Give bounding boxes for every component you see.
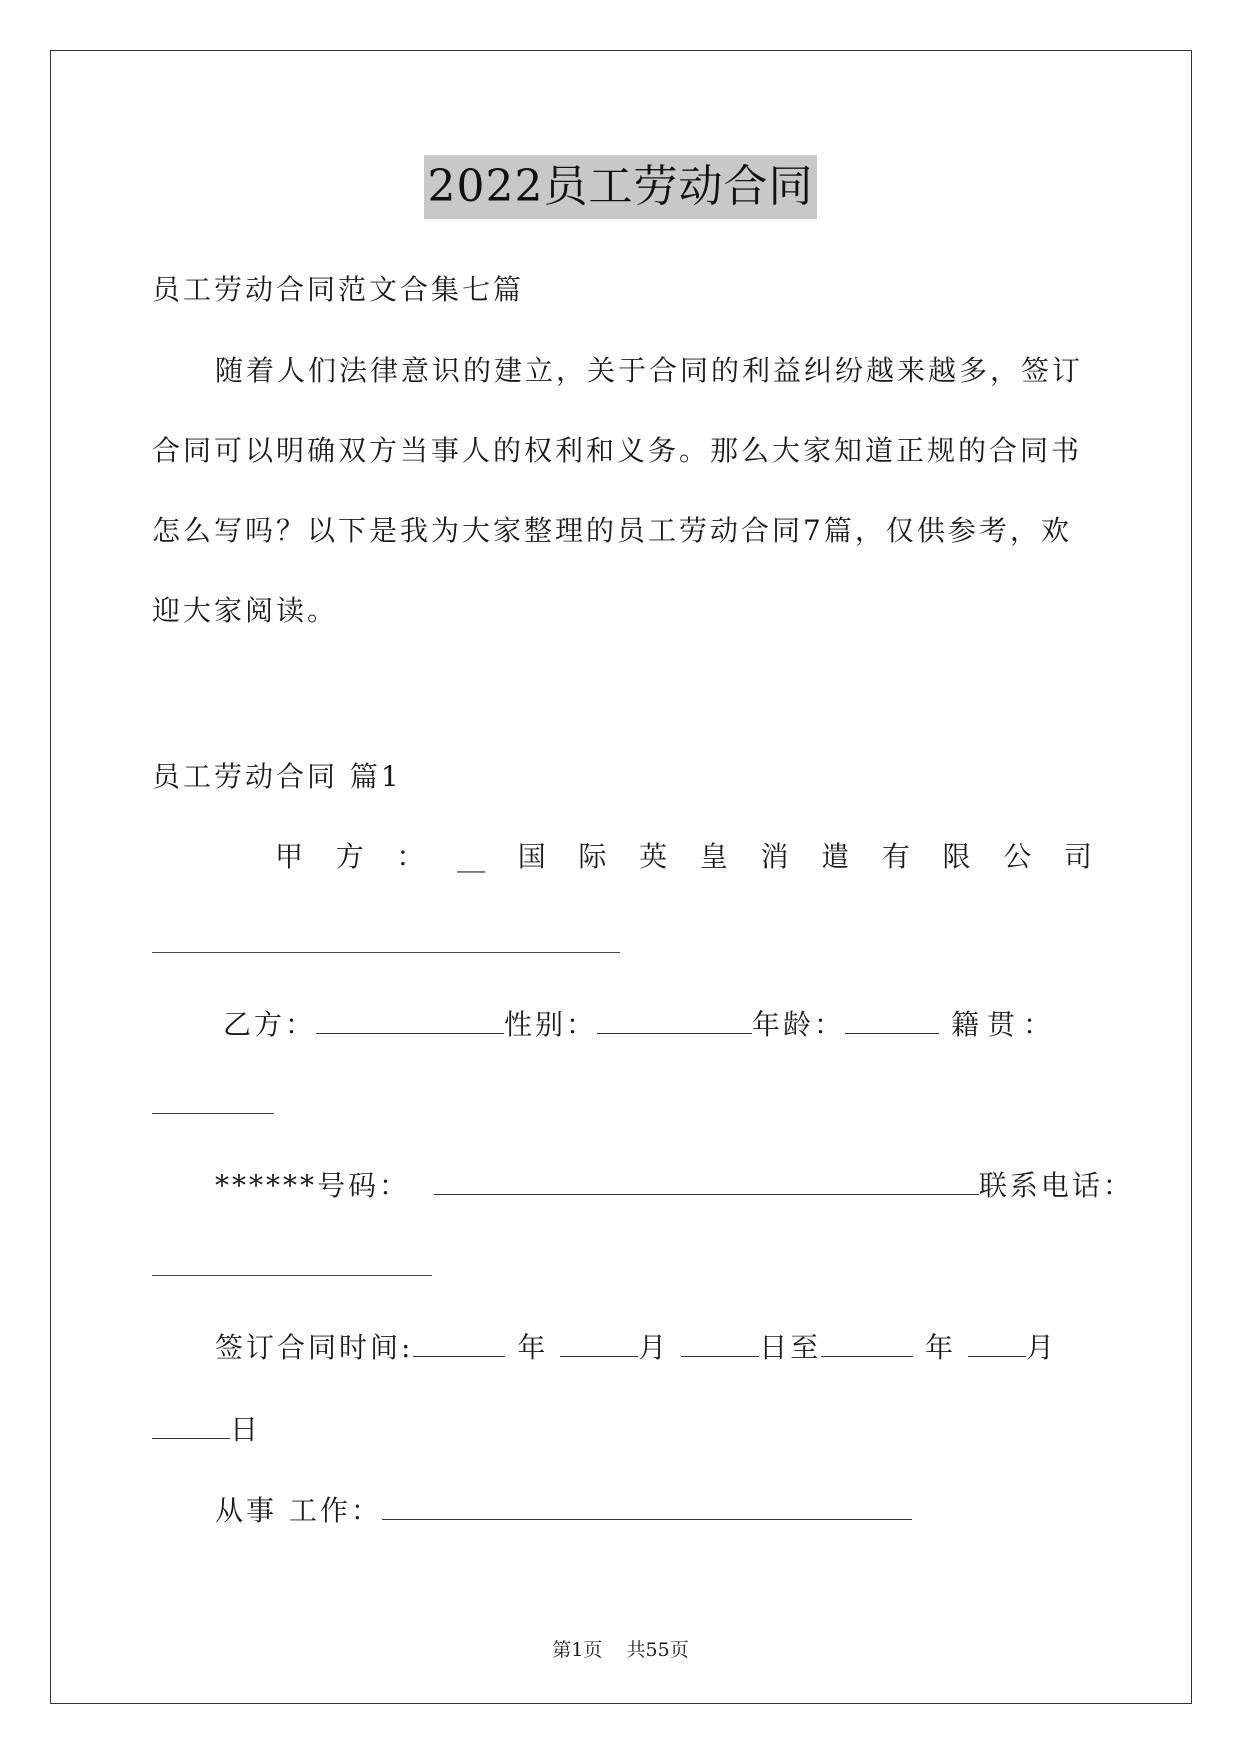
id-blank <box>434 1168 979 1195</box>
party-b-label: 乙方： <box>223 1008 317 1041</box>
sign-date-line <box>215 1328 1057 1368</box>
end-year-label: 年 <box>925 1331 957 1364</box>
end-day-line <box>152 1410 261 1450</box>
party-a-char: 英 <box>639 840 668 873</box>
party-b-line <box>223 1005 1059 1045</box>
day-to-label: 日至 <box>759 1331 822 1364</box>
intro-line-2: 合同可以明确双方当事人的权利和义务。那么大家知道正规的合同书 <box>152 434 1083 467</box>
origin-blank <box>152 1113 274 1114</box>
age-label: 年龄： <box>752 1008 846 1041</box>
party-a-char: 公 <box>1003 840 1032 873</box>
gender-label: 性别： <box>504 1008 598 1041</box>
start-year-blank <box>413 1330 505 1357</box>
party-a-char: 有 <box>881 840 910 873</box>
party-a-char: 方 <box>335 840 364 873</box>
work-blank <box>382 1493 912 1520</box>
title-container <box>0 155 1241 219</box>
end-day-label: 日 <box>230 1413 262 1446</box>
id-line <box>215 1166 1134 1206</box>
start-year-label: 年 <box>517 1331 549 1364</box>
party-a-char: 皇 <box>699 840 728 873</box>
origin-label: 籍贯： <box>950 1008 1059 1041</box>
party-a-char: 际 <box>578 840 607 873</box>
start-day-blank <box>681 1330 759 1357</box>
work-label: 从事 工作： <box>215 1494 382 1527</box>
intro-line-4: 迎大家阅读。 <box>152 594 339 627</box>
document-title: 2022员工劳动合同 <box>424 155 818 219</box>
party-a-char: 甲 <box>275 840 304 873</box>
intro-line-1: 随着人们法律意识的建立，关于合同的利益纠纷越来越多，签订 <box>215 354 1084 387</box>
intro-line-3: 怎么写吗？以下是我为大家整理的员工劳动合同7篇，仅供参考，欢 <box>152 514 1072 547</box>
work-line <box>215 1491 912 1531</box>
start-month-blank <box>560 1330 638 1357</box>
party-a-char: 限 <box>942 840 971 873</box>
age-blank <box>845 1007 939 1034</box>
page-number: 第1页 <box>552 1639 603 1661</box>
end-month-blank <box>968 1330 1026 1357</box>
end-day-blank <box>152 1412 230 1439</box>
party-b-blank <box>316 1007 504 1034</box>
party-a-line <box>275 837 1092 877</box>
gender-blank <box>597 1007 752 1034</box>
party-a-char: __ <box>457 840 486 873</box>
page-total: 共55页 <box>626 1639 689 1661</box>
end-year-blank <box>821 1330 913 1357</box>
subtitle: 员工劳动合同范文合集七篇 <box>152 273 525 306</box>
phone-blank <box>152 1275 432 1276</box>
party-a-char: 消 <box>760 840 789 873</box>
party-a-char: ： <box>396 840 425 873</box>
page-footer <box>0 1637 1241 1663</box>
party-a-char: 司 <box>1063 840 1092 873</box>
start-month-label: 月 <box>638 1331 670 1364</box>
party-a-char: 国 <box>517 840 546 873</box>
id-label: ******号码： <box>215 1169 411 1202</box>
section-heading: 员工劳动合同 篇1 <box>152 760 402 793</box>
end-month-label: 月 <box>1026 1331 1058 1364</box>
party-a-blank <box>152 952 620 953</box>
sign-label: 签订合同时间: <box>215 1331 414 1364</box>
party-a-char: 遣 <box>821 840 850 873</box>
phone-label: 联系电话： <box>978 1169 1134 1202</box>
